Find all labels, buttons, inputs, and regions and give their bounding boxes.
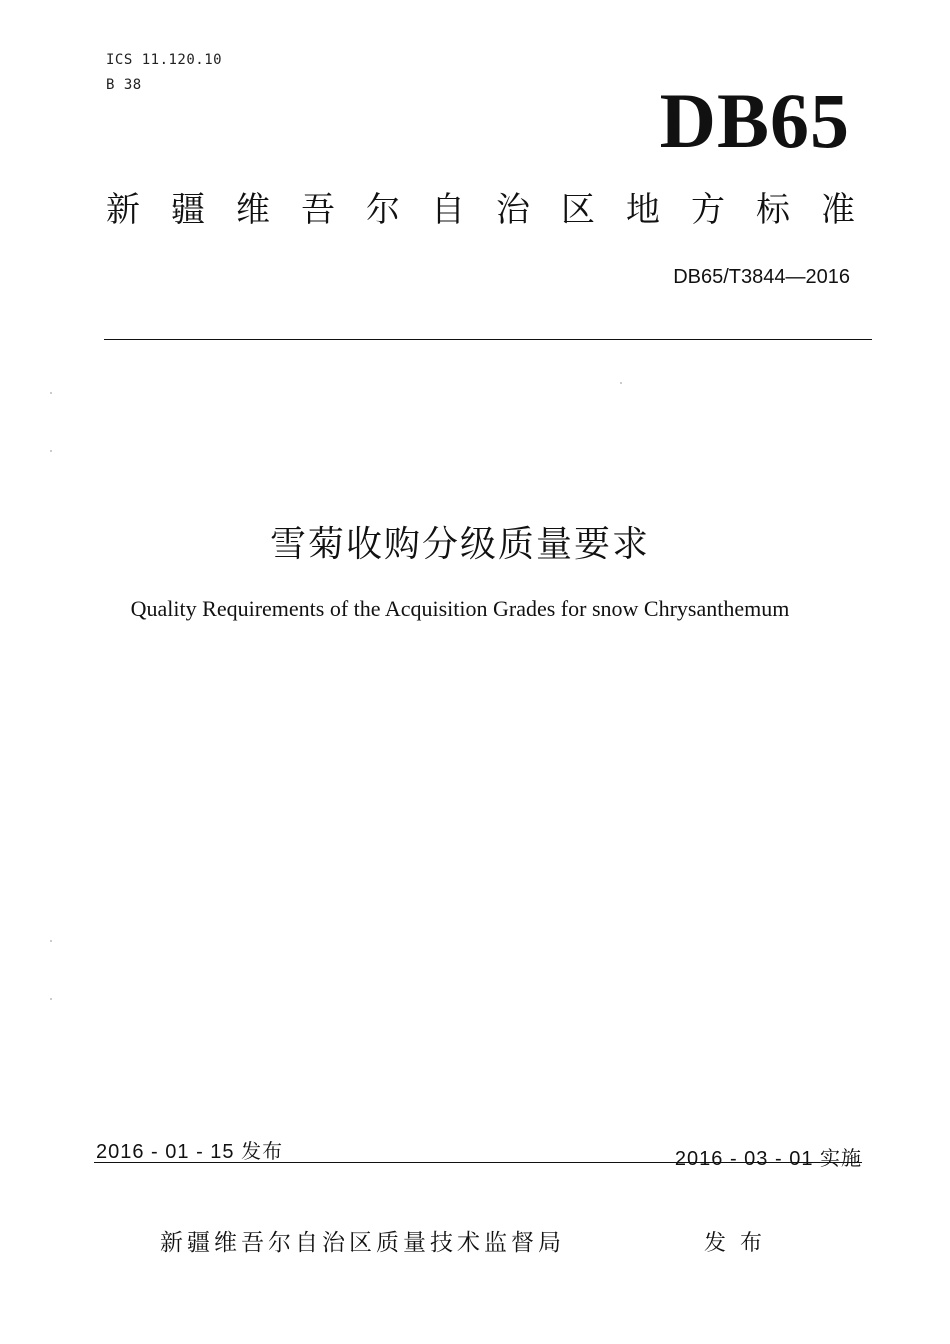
implementation-date: 2016 - 03 - 01 实施 — [674, 1148, 862, 1170]
scan-speck — [50, 998, 52, 1000]
standard-type-heading: 新疆维吾尔自治区地方标准 — [106, 190, 886, 230]
bottom-divider — [94, 1162, 862, 1163]
issuing-authority: 新疆维吾尔自治区质量技术监督局 — [160, 1230, 565, 1256]
top-divider — [104, 339, 872, 340]
scan-speck — [50, 940, 52, 942]
scan-speck — [50, 450, 52, 452]
issue-date: 2016 - 01 - 15 发布 — [96, 1141, 284, 1163]
standard-number: DB65/T3844—2016 — [673, 266, 850, 288]
publish-label: 发布 — [704, 1231, 777, 1256]
document-title-chinese: 雪菊收购分级质量要求 — [269, 524, 650, 565]
scan-speck — [50, 392, 52, 394]
ics-code: ICS 11.120.10 — [106, 52, 223, 68]
standard-logo: DB65 — [659, 77, 850, 164]
ccs-code: B 38 — [106, 77, 142, 93]
scan-speck — [620, 382, 622, 384]
document-title-english: Quality Requirements of the Acquisition Grades for snow Chrysanthemum — [130, 596, 790, 621]
